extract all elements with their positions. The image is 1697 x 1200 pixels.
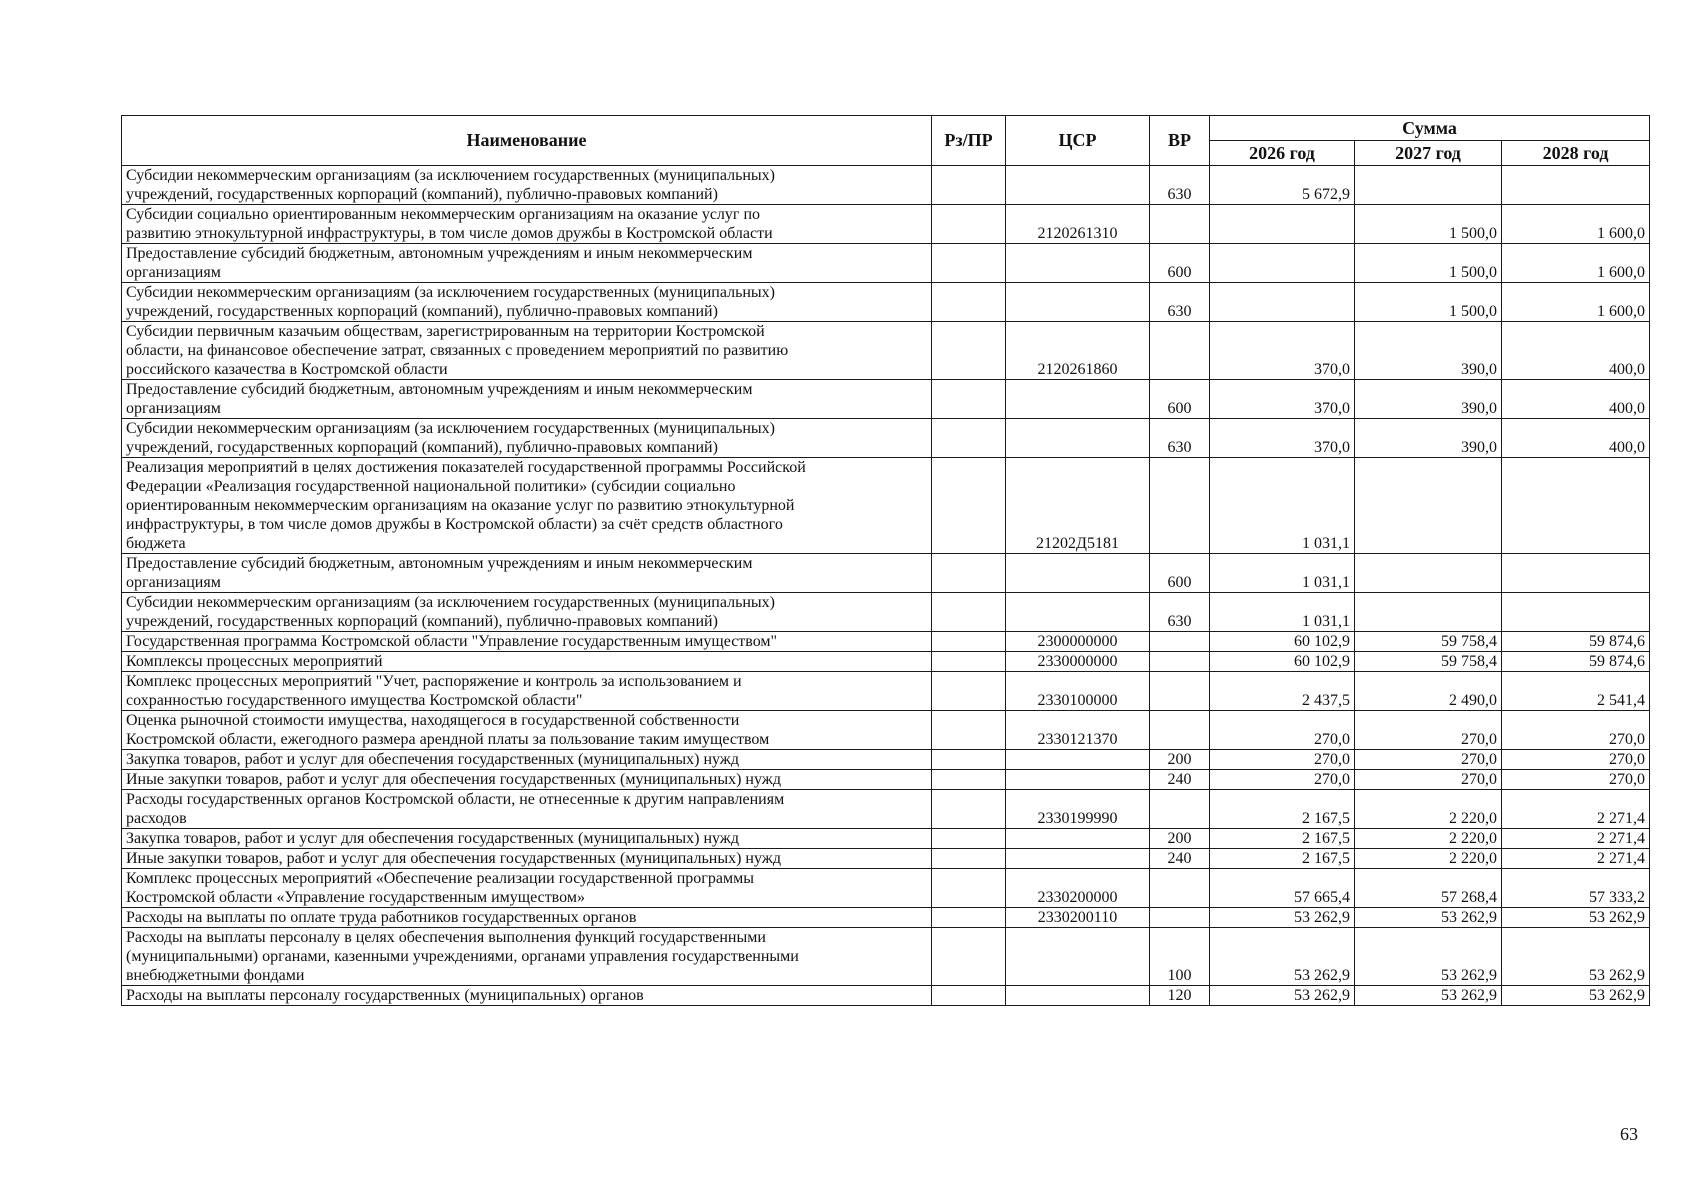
cell-sum-2027: 2 220,0 bbox=[1355, 849, 1502, 869]
table-row bbox=[122, 908, 1650, 928]
cell-sum-2026: 2 167,5 bbox=[1210, 790, 1355, 829]
cell-name-line: Костромской области, ежегодного размера арендной платы за пользование таким имуществом bbox=[126, 731, 770, 748]
cell-rz-pr bbox=[932, 554, 1006, 593]
cell-name bbox=[122, 652, 932, 672]
cell-sum-2028: 1 600,0 bbox=[1502, 283, 1650, 322]
cell-name bbox=[122, 205, 932, 244]
header-year-2026: 2026 год bbox=[1210, 141, 1355, 166]
cell-sum-2026 bbox=[1210, 244, 1355, 283]
table-row bbox=[122, 750, 1650, 770]
cell-sum-2026: 1 031,1 bbox=[1210, 554, 1355, 593]
cell-rz-pr bbox=[932, 593, 1006, 632]
cell-name-line: Субсидии некоммерческим организациям (за исключением государственных (муниципальных) bbox=[126, 284, 775, 301]
cell-rz-pr bbox=[932, 849, 1006, 869]
cell-rz-pr bbox=[932, 672, 1006, 711]
cell-sum-2026 bbox=[1210, 283, 1355, 322]
cell-rz-pr bbox=[932, 928, 1006, 986]
cell-sum-2027 bbox=[1355, 593, 1502, 632]
cell-vr: 100 bbox=[1150, 928, 1210, 986]
cell-name-line: Реализация мероприятий в целях достижения показателей государственной программы Российской bbox=[126, 459, 806, 476]
table-body bbox=[122, 166, 1650, 1006]
cell-csr bbox=[1006, 283, 1150, 322]
table-row bbox=[122, 869, 1650, 908]
cell-name-line: Расходы на выплаты по оплате труда работников государственных органов bbox=[126, 909, 637, 926]
cell-name-line: Субсидии некоммерческим организациям (за исключением государственных (муниципальных) bbox=[126, 420, 775, 437]
cell-vr: 120 bbox=[1150, 986, 1210, 1006]
cell-name-line: сохранностью государственного имущества Костромской области" bbox=[126, 692, 583, 709]
cell-name-line: Расходы на выплаты персоналу в целях обеспечения выполнения функций государственными bbox=[126, 929, 766, 946]
cell-sum-2027: 390,0 bbox=[1355, 322, 1502, 380]
cell-name-line: организациям bbox=[126, 400, 221, 417]
cell-name bbox=[122, 458, 932, 554]
cell-name-line: Расходы государственных органов Костромской области, не отнесенные к другим направлениям bbox=[126, 791, 785, 808]
cell-sum-2026: 370,0 bbox=[1210, 419, 1355, 458]
cell-csr: 2120261310 bbox=[1006, 205, 1150, 244]
cell-name-line: области, на финансовое обеспечение затрат, связанных с проведением мероприятий по развитию bbox=[126, 342, 789, 359]
cell-name-line: Субсидии социально ориентированным некоммерческим организациям на оказание услуг по bbox=[126, 206, 761, 223]
cell-name bbox=[122, 849, 932, 869]
header-sum: Сумма bbox=[1210, 116, 1650, 141]
cell-vr bbox=[1150, 205, 1210, 244]
header-csr: ЦСР bbox=[1006, 116, 1150, 166]
cell-vr: 240 bbox=[1150, 770, 1210, 790]
cell-sum-2026: 270,0 bbox=[1210, 750, 1355, 770]
cell-sum-2026: 2 437,5 bbox=[1210, 672, 1355, 711]
cell-name-line: Закупка товаров, работ и услуг для обеспечения государственных (муниципальных) нужд bbox=[126, 830, 739, 847]
cell-vr bbox=[1150, 711, 1210, 750]
cell-sum-2027: 53 262,9 bbox=[1355, 986, 1502, 1006]
cell-csr bbox=[1006, 380, 1150, 419]
cell-name-line: Расходы на выплаты персоналу государственных (муниципальных) органов bbox=[126, 987, 644, 1004]
cell-name bbox=[122, 986, 932, 1006]
cell-csr bbox=[1006, 849, 1150, 869]
cell-name-line: учреждений, государственных корпораций (компаний), публично-правовых компаний) bbox=[126, 303, 718, 320]
cell-csr: 2330121370 bbox=[1006, 711, 1150, 750]
cell-name-line: Костромской области «Управление государственным имуществом» bbox=[126, 889, 585, 906]
cell-name-line: Предоставление субсидий бюджетным, автономным учреждениям и иным некоммерческим bbox=[126, 555, 753, 572]
cell-name-line: Субсидии некоммерческим организациям (за исключением государственных (муниципальных) bbox=[126, 167, 775, 184]
cell-sum-2028: 270,0 bbox=[1502, 750, 1650, 770]
cell-rz-pr bbox=[932, 322, 1006, 380]
cell-vr: 630 bbox=[1150, 166, 1210, 205]
cell-name-line: Комплекс процессных мероприятий "Учет, распоряжение и контроль за использованием и bbox=[126, 673, 742, 690]
cell-name-line: бюджета bbox=[126, 535, 186, 552]
cell-vr: 600 bbox=[1150, 554, 1210, 593]
cell-sum-2028: 57 333,2 bbox=[1502, 869, 1650, 908]
cell-rz-pr bbox=[932, 283, 1006, 322]
cell-name-line: Государственная программа Костромской области "Управление государственным имуществом" bbox=[126, 633, 778, 650]
cell-csr: 2330200110 bbox=[1006, 908, 1150, 928]
cell-sum-2028: 2 271,4 bbox=[1502, 790, 1650, 829]
cell-name bbox=[122, 283, 932, 322]
cell-csr: 2300000000 bbox=[1006, 632, 1150, 652]
cell-sum-2027: 53 262,9 bbox=[1355, 928, 1502, 986]
cell-vr bbox=[1150, 790, 1210, 829]
cell-sum-2026: 1 031,1 bbox=[1210, 458, 1355, 554]
header-year-2027: 2027 год bbox=[1355, 141, 1502, 166]
table-row bbox=[122, 205, 1650, 244]
table-row bbox=[122, 593, 1650, 632]
cell-csr bbox=[1006, 554, 1150, 593]
cell-name bbox=[122, 790, 932, 829]
cell-name bbox=[122, 380, 932, 419]
cell-vr bbox=[1150, 458, 1210, 554]
table-row bbox=[122, 322, 1650, 380]
cell-vr bbox=[1150, 908, 1210, 928]
table-row bbox=[122, 458, 1650, 554]
cell-sum-2028: 400,0 bbox=[1502, 419, 1650, 458]
cell-sum-2026: 57 665,4 bbox=[1210, 869, 1355, 908]
cell-sum-2028 bbox=[1502, 554, 1650, 593]
cell-name bbox=[122, 632, 932, 652]
cell-vr: 630 bbox=[1150, 593, 1210, 632]
header-year-2028: 2028 год bbox=[1502, 141, 1650, 166]
cell-sum-2027: 59 758,4 bbox=[1355, 632, 1502, 652]
cell-sum-2027 bbox=[1355, 554, 1502, 593]
cell-rz-pr bbox=[932, 750, 1006, 770]
cell-name-line: внебюджетными фондами bbox=[126, 967, 305, 984]
cell-sum-2028: 2 541,4 bbox=[1502, 672, 1650, 711]
cell-sum-2028: 1 600,0 bbox=[1502, 205, 1650, 244]
table-row bbox=[122, 554, 1650, 593]
table-header bbox=[122, 116, 1650, 166]
cell-name bbox=[122, 869, 932, 908]
cell-name-line: Субсидии первичным казачьим обществам, зарегистрированным на территории Костромской bbox=[126, 323, 765, 340]
cell-rz-pr bbox=[932, 419, 1006, 458]
table-row bbox=[122, 632, 1650, 652]
cell-sum-2028: 2 271,4 bbox=[1502, 829, 1650, 849]
cell-sum-2028: 53 262,9 bbox=[1502, 928, 1650, 986]
cell-name-line: Закупка товаров, работ и услуг для обеспечения государственных (муниципальных) нужд bbox=[126, 751, 739, 768]
cell-csr bbox=[1006, 593, 1150, 632]
cell-rz-pr bbox=[932, 770, 1006, 790]
cell-name-line: Предоставление субсидий бюджетным, автономным учреждениям и иным некоммерческим bbox=[126, 381, 753, 398]
cell-sum-2028 bbox=[1502, 593, 1650, 632]
cell-sum-2026: 270,0 bbox=[1210, 711, 1355, 750]
table-row bbox=[122, 166, 1650, 205]
table-row bbox=[122, 770, 1650, 790]
cell-vr: 240 bbox=[1150, 849, 1210, 869]
cell-sum-2027 bbox=[1355, 458, 1502, 554]
cell-sum-2026: 2 167,5 bbox=[1210, 849, 1355, 869]
cell-name-line: Комплексы процессных мероприятий bbox=[126, 653, 383, 670]
cell-sum-2028: 59 874,6 bbox=[1502, 652, 1650, 672]
cell-sum-2028: 2 271,4 bbox=[1502, 849, 1650, 869]
cell-name bbox=[122, 322, 932, 380]
cell-name-line: ориентированным некоммерческим организациям на оказание услуг по развитию этнокультурной bbox=[126, 497, 795, 514]
table-row bbox=[122, 652, 1650, 672]
cell-sum-2027: 1 500,0 bbox=[1355, 205, 1502, 244]
cell-vr: 630 bbox=[1150, 283, 1210, 322]
cell-name-line: Иные закупки товаров, работ и услуг для обеспечения государственных (муниципальных) нужд bbox=[126, 850, 781, 867]
table-row bbox=[122, 244, 1650, 283]
cell-sum-2028: 400,0 bbox=[1502, 322, 1650, 380]
cell-sum-2028: 59 874,6 bbox=[1502, 632, 1650, 652]
cell-csr bbox=[1006, 928, 1150, 986]
cell-sum-2027: 59 758,4 bbox=[1355, 652, 1502, 672]
table-row bbox=[122, 849, 1650, 869]
cell-sum-2026: 60 102,9 bbox=[1210, 652, 1355, 672]
cell-name-line: российского казачества в Костромской области bbox=[126, 361, 448, 378]
cell-csr: 2330000000 bbox=[1006, 652, 1150, 672]
cell-name-line: Субсидии некоммерческим организациям (за исключением государственных (муниципальных) bbox=[126, 594, 775, 611]
cell-csr bbox=[1006, 419, 1150, 458]
cell-name bbox=[122, 829, 932, 849]
cell-rz-pr bbox=[932, 632, 1006, 652]
cell-sum-2028: 400,0 bbox=[1502, 380, 1650, 419]
cell-sum-2027: 390,0 bbox=[1355, 419, 1502, 458]
header-name: Наименование bbox=[122, 116, 932, 166]
cell-rz-pr bbox=[932, 790, 1006, 829]
cell-sum-2026: 1 031,1 bbox=[1210, 593, 1355, 632]
cell-csr: 2330100000 bbox=[1006, 672, 1150, 711]
cell-name bbox=[122, 593, 932, 632]
cell-sum-2026: 53 262,9 bbox=[1210, 908, 1355, 928]
cell-sum-2027: 1 500,0 bbox=[1355, 244, 1502, 283]
cell-rz-pr bbox=[932, 380, 1006, 419]
cell-name-line: расходов bbox=[126, 810, 187, 827]
cell-name-line: развитию этнокультурной инфраструктуры, в том числе домов дружбы в Костромской области bbox=[126, 225, 773, 242]
cell-sum-2028: 53 262,9 bbox=[1502, 908, 1650, 928]
cell-name-line: учреждений, государственных корпораций (компаний), публично-правовых компаний) bbox=[126, 186, 718, 203]
cell-sum-2028 bbox=[1502, 166, 1650, 205]
cell-name-line: (муниципальными) органами, казенными учреждениями, органами управления государственными bbox=[126, 948, 799, 965]
cell-rz-pr bbox=[932, 166, 1006, 205]
cell-vr: 600 bbox=[1150, 244, 1210, 283]
cell-name bbox=[122, 672, 932, 711]
cell-sum-2026: 60 102,9 bbox=[1210, 632, 1355, 652]
cell-sum-2027: 2 490,0 bbox=[1355, 672, 1502, 711]
cell-sum-2028: 53 262,9 bbox=[1502, 986, 1650, 1006]
cell-vr bbox=[1150, 869, 1210, 908]
cell-sum-2026: 53 262,9 bbox=[1210, 928, 1355, 986]
table-row bbox=[122, 986, 1650, 1006]
header-vr: ВР bbox=[1150, 116, 1210, 166]
cell-name-line: Предоставление субсидий бюджетным, автономным учреждениям и иным некоммерческим bbox=[126, 245, 753, 262]
cell-name-line: организациям bbox=[126, 264, 221, 281]
cell-sum-2026: 5 672,9 bbox=[1210, 166, 1355, 205]
table-row bbox=[122, 419, 1650, 458]
cell-name bbox=[122, 244, 932, 283]
cell-sum-2026: 370,0 bbox=[1210, 322, 1355, 380]
cell-rz-pr bbox=[932, 458, 1006, 554]
header-rz-pr: Рз/ПР bbox=[932, 116, 1006, 166]
cell-name-line: Федерации «Реализация государственной национальной политики» (субсидии социально bbox=[126, 478, 736, 495]
cell-name-line: организациям bbox=[126, 574, 221, 591]
cell-sum-2026: 370,0 bbox=[1210, 380, 1355, 419]
cell-name-line: учреждений, государственных корпораций (компаний), публично-правовых компаний) bbox=[126, 613, 718, 630]
cell-rz-pr bbox=[932, 652, 1006, 672]
table-row bbox=[122, 283, 1650, 322]
table-row bbox=[122, 790, 1650, 829]
cell-csr bbox=[1006, 166, 1150, 205]
cell-csr bbox=[1006, 244, 1150, 283]
cell-vr bbox=[1150, 632, 1210, 652]
cell-name bbox=[122, 166, 932, 205]
table-row bbox=[122, 711, 1650, 750]
cell-sum-2027: 2 220,0 bbox=[1355, 790, 1502, 829]
cell-sum-2028: 270,0 bbox=[1502, 711, 1650, 750]
cell-name-line: Оценка рыночной стоимости имущества, находящегося в государственной собственности bbox=[126, 712, 740, 729]
cell-csr bbox=[1006, 750, 1150, 770]
cell-csr: 21202Д5181 bbox=[1006, 458, 1150, 554]
cell-sum-2026: 270,0 bbox=[1210, 770, 1355, 790]
cell-rz-pr bbox=[932, 244, 1006, 283]
cell-sum-2027: 270,0 bbox=[1355, 770, 1502, 790]
cell-sum-2027: 2 220,0 bbox=[1355, 829, 1502, 849]
cell-vr bbox=[1150, 672, 1210, 711]
cell-sum-2027: 270,0 bbox=[1355, 711, 1502, 750]
cell-sum-2026: 53 262,9 bbox=[1210, 986, 1355, 1006]
cell-rz-pr bbox=[932, 869, 1006, 908]
cell-sum-2027: 53 262,9 bbox=[1355, 908, 1502, 928]
cell-csr bbox=[1006, 770, 1150, 790]
table-row bbox=[122, 928, 1650, 986]
cell-name bbox=[122, 554, 932, 593]
table-row bbox=[122, 380, 1650, 419]
cell-vr bbox=[1150, 652, 1210, 672]
cell-csr bbox=[1006, 829, 1150, 849]
cell-rz-pr bbox=[932, 205, 1006, 244]
cell-name bbox=[122, 908, 932, 928]
cell-name-line: Комплекс процессных мероприятий «Обеспечение реализации государственной программы bbox=[126, 870, 754, 887]
table-row bbox=[122, 672, 1650, 711]
cell-sum-2028: 1 600,0 bbox=[1502, 244, 1650, 283]
budget-table bbox=[121, 115, 1650, 1006]
cell-name bbox=[122, 750, 932, 770]
cell-rz-pr bbox=[932, 829, 1006, 849]
cell-rz-pr bbox=[932, 711, 1006, 750]
cell-sum-2027: 57 268,4 bbox=[1355, 869, 1502, 908]
table-row bbox=[122, 829, 1650, 849]
cell-rz-pr bbox=[932, 986, 1006, 1006]
cell-sum-2027: 1 500,0 bbox=[1355, 283, 1502, 322]
cell-vr: 600 bbox=[1150, 380, 1210, 419]
cell-name bbox=[122, 770, 932, 790]
cell-vr: 200 bbox=[1150, 750, 1210, 770]
cell-name bbox=[122, 419, 932, 458]
cell-vr bbox=[1150, 322, 1210, 380]
cell-vr: 630 bbox=[1150, 419, 1210, 458]
cell-name bbox=[122, 928, 932, 986]
cell-csr: 2120261860 bbox=[1006, 322, 1150, 380]
cell-sum-2028 bbox=[1502, 458, 1650, 554]
cell-sum-2027 bbox=[1355, 166, 1502, 205]
cell-name bbox=[122, 711, 932, 750]
cell-csr: 2330199990 bbox=[1006, 790, 1150, 829]
cell-rz-pr bbox=[932, 908, 1006, 928]
cell-name-line: инфраструктуры, в том числе домов дружбы в Костромской области) за счёт средств областного bbox=[126, 516, 783, 533]
cell-name-line: Иные закупки товаров, работ и услуг для обеспечения государственных (муниципальных) нужд bbox=[126, 771, 781, 788]
cell-sum-2027: 270,0 bbox=[1355, 750, 1502, 770]
cell-sum-2026: 2 167,5 bbox=[1210, 829, 1355, 849]
cell-csr bbox=[1006, 986, 1150, 1006]
cell-sum-2027: 390,0 bbox=[1355, 380, 1502, 419]
cell-vr: 200 bbox=[1150, 829, 1210, 849]
page-number: 63 bbox=[1620, 1124, 1638, 1144]
cell-sum-2028: 270,0 bbox=[1502, 770, 1650, 790]
cell-name-line: учреждений, государственных корпораций (компаний), публично-правовых компаний) bbox=[126, 439, 718, 456]
cell-csr: 2330200000 bbox=[1006, 869, 1150, 908]
cell-sum-2026 bbox=[1210, 205, 1355, 244]
